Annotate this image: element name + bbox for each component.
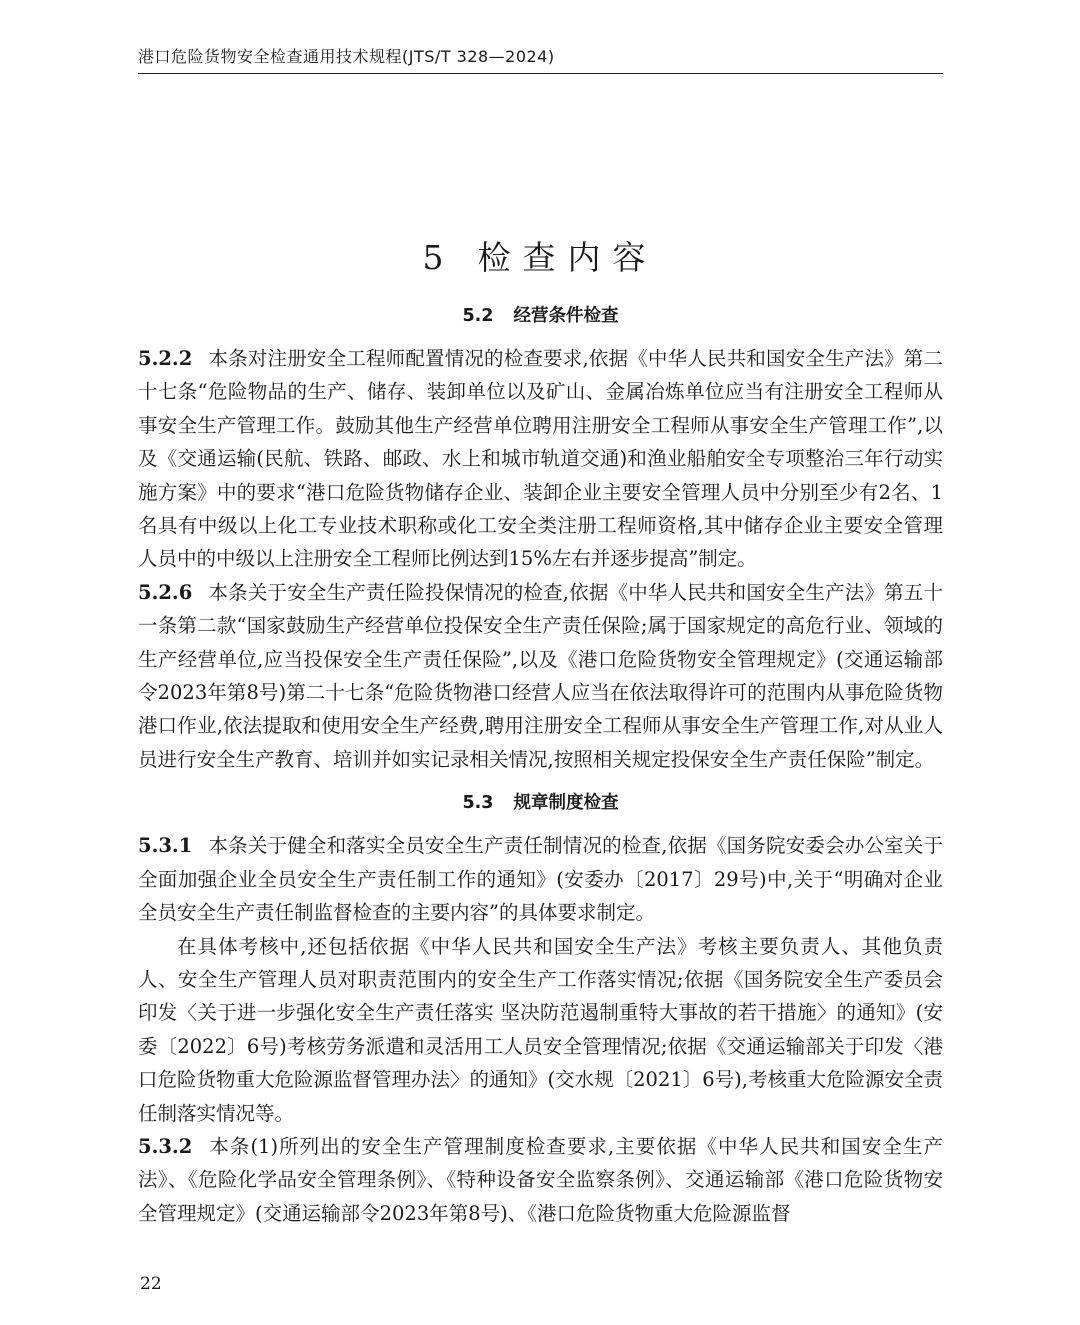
running-header [138,44,943,74]
section-heading-5-2 [138,300,943,332]
chapter-number: 5 [422,238,456,278]
chapter-title-text: 检查内容 [477,238,658,278]
clause-number: 5.2.2 [138,347,193,370]
clause-text: 本条关于健全和落实全员安全生产责任制情况的检查,依据《国务院安委会办公室关于全面加强企业全员安全生产责任制工作的通知》(安委办〔2017〕29号)中,关于“明确对企业全员安全生产责任制监督检查的主要内容”的具体要求制定。 [138,834,943,925]
clause-number: 5.3.2 [138,1134,193,1158]
clause-text: 本条关于安全生产责任险投保情况的检查,依据《中华人民共和国安全生产法》第五十一条第二款“国家鼓励生产经营单位投保安全生产责任保险;属于国家规定的高危行业、领域的生产经营单位,应当投保安全生产责任保险”,以及《港口危险货物安全管理规定》(交通运输部令2023年第8号)第二十七条“危险货物港口经营人应当在依法取得许可的范围内从事危险货物港口作业,依法提取和使用安全生产经费,聘用注册安全工程师从事安全生产管理工作,对从业人员进行安全生产教育、培训并如实记录相关情况,按照相关规定投保安全生产责任保险”制定。 [138,580,943,771]
section-title: 规章制度检查 [513,793,619,814]
clause-5-3-1-paragraph-2: 在具体考核中,还包括依据《中华人民共和国安全生产法》考核主要负责人、其他负责人、安全生产管理人员对职责范围内的安全生产工作落实情况;依据《国务院安全生产委员会印发〈关于进一步强化安全生产责任落实 坚决防范遏制重特大事故的若干措施〉的通知》(安委〔2022〕6号)考核劳务派遣和灵活用工人员安全管理情况;依据《交通运输部关于印发〈港口危险货物重大危险源监督管理办法〉的通知》(交水规〔2021〕6号),考核重大危险源安全责任制落实情况等。 [138,934,943,1125]
clause-number: 5.2.6 [138,580,193,604]
clause-text: 本条(1)所列出的安全生产管理制度检查要求,主要依据《中华人民共和国安全生产法》、《危险化学品安全管理条例》、《特种设备安全监察条例》、交通运输部《港口危险货物安全管理规定》(交通运输部令2023年第8号)、《港口危险货物重大危险源监督 [138,1134,943,1225]
clause-number: 5.3.1 [138,834,193,858]
clause-5-2-6 [138,576,943,776]
clause-5-3-1 [138,829,943,929]
running-header-title: 港口危险货物安全检查通用技术规程(JTS/T 328—2024) [138,47,555,66]
section-heading-5-3 [138,787,943,819]
clause-5-3-2 [138,1130,943,1230]
section-number: 5.3 [462,793,494,814]
chapter-title [0,232,1080,279]
section-number: 5.2 [462,306,494,326]
page-number: 22 [140,1274,162,1294]
page-content [138,300,943,1230]
section-title: 经营条件检查 [513,306,619,326]
clause-text: 本条对注册安全工程师配置情况的检查要求,依据《中华人民共和国安全生产法》第二十七条“危险物品的生产、储存、装卸单位以及矿山、金属冶炼单位应当有注册安全工程师从事安全生产管理工作。鼓励其他生产经营单位聘用注册安全工程师从事安全生产管理工作”,以及《交通运输(民航、铁路、邮政、水上和城市轨道交通)和渔业船舶安全专项整治三年行动实施方案》中的要求“港口危险货物储存企业、装卸企业主要安全管理人员中分别至少有2名、1名具有中级以上化工专业技术职称或化工安全类注册工程师资格,其中储存企业主要安全管理人员中的中级以上注册安全工程师比例达到15%左右并逐步提高”制定。 [138,347,943,571]
clause-5-2-2 [138,342,943,576]
